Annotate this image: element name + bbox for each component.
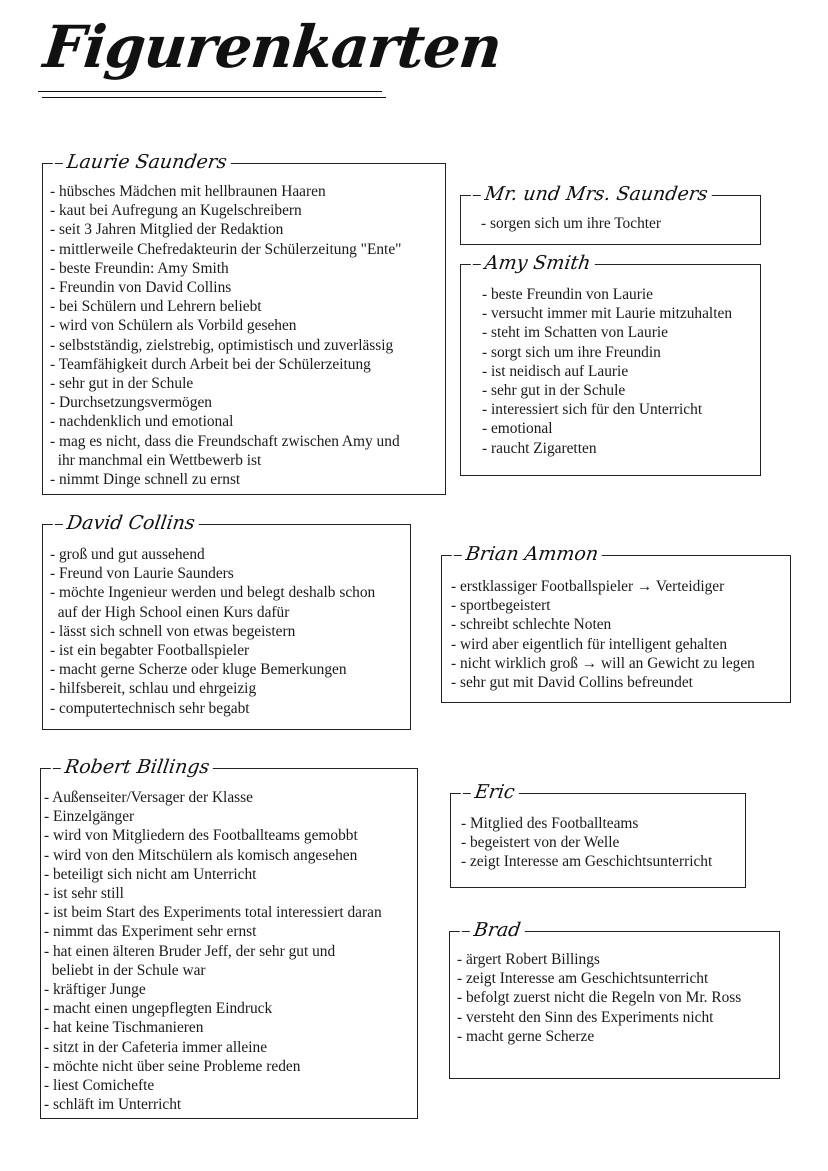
trait-item: - Außenseiter/Versager der Klasse bbox=[44, 789, 253, 806]
trait-item: - ist neidisch auf Laurie bbox=[482, 362, 629, 380]
trait-item: - hat einen älteren Bruder Jeff, der sehr gut und bbox=[44, 942, 336, 960]
trait-item: - interessiert sich für den Unterricht bbox=[482, 401, 703, 419]
trait-item: - macht gerne Scherze oder kluge Bemerkungen bbox=[50, 661, 347, 679]
trait-item: - möchte nicht über seine Probleme reden bbox=[44, 1057, 301, 1075]
trait-item: - nimmt Dinge schnell zu ernst bbox=[50, 471, 241, 489]
trait-item: - sehr gut in der Schule bbox=[482, 382, 626, 400]
trait-item: - Mitglied des Footballteams bbox=[461, 815, 639, 832]
trait-item: auf der High School einen Kurs dafür bbox=[50, 603, 290, 621]
card-title: Laurie Saunders bbox=[51, 150, 232, 174]
trait-item: - selbstständig, zielstrebig, optimistisch und zuverlässig bbox=[50, 336, 394, 354]
trait-item: - sportbegeistert bbox=[451, 597, 551, 615]
trait-list bbox=[44, 788, 382, 1114]
trait-item: beliebt in der Schule war bbox=[44, 961, 206, 979]
trait-item: - nimmt das Experiment sehr ernst bbox=[44, 923, 257, 941]
trait-item: - nicht wirklich groß → will an Gewicht zu legen bbox=[451, 654, 755, 672]
trait-item: - zeigt Interesse am Geschichtsunterricht bbox=[461, 853, 713, 871]
trait-item: - lässt sich schnell von etwas begeistern bbox=[50, 622, 296, 640]
trait-item: - erstklassiger Footballspieler → Verteidiger bbox=[451, 578, 725, 595]
card-laurie-saunders bbox=[42, 151, 446, 495]
trait-list bbox=[481, 214, 661, 233]
card-brad bbox=[449, 919, 780, 1079]
trait-item: - sehr gut mit David Collins befreundet bbox=[451, 674, 693, 692]
trait-item: - Teamfähigkeit durch Arbeit bei der Schülerzeitung bbox=[50, 355, 371, 373]
trait-item: - hübsches Mädchen mit hellbraunen Haaren bbox=[50, 183, 326, 200]
trait-item: - beste Freundin von Laurie bbox=[482, 286, 653, 303]
trait-item: ihr manchmal ein Wettbewerb ist bbox=[50, 451, 262, 469]
trait-item: - wird von Schülern als Vorbild gesehen bbox=[50, 317, 297, 335]
trait-item: - emotional bbox=[482, 420, 553, 438]
trait-item: - mittlerweile Chefredakteurin der Schülerzeitung "Ente" bbox=[50, 240, 402, 258]
card-david-collins bbox=[42, 512, 411, 730]
trait-item: - befolgt zuerst nicht die Regeln von Mr. Ross bbox=[457, 989, 742, 1007]
trait-item: - kräftiger Junge bbox=[44, 981, 146, 999]
trait-item: - Freundin von David Collins bbox=[50, 279, 232, 297]
trait-item: - Einzelgänger bbox=[44, 808, 135, 826]
trait-list bbox=[50, 182, 401, 489]
trait-list bbox=[482, 285, 732, 458]
card-eric bbox=[450, 781, 746, 888]
trait-item: - macht gerne Scherze bbox=[457, 1027, 595, 1045]
trait-item: - liest Comichefte bbox=[44, 1077, 155, 1095]
trait-item: - sorgen sich um ihre Tochter bbox=[481, 215, 662, 232]
trait-item: - mag es nicht, dass die Freundschaft zwischen Amy und bbox=[50, 432, 400, 450]
trait-item: - bei Schülern und Lehrern beliebt bbox=[50, 298, 262, 316]
trait-item: - hilfsbereit, schlau und ehrgeizig bbox=[50, 680, 257, 698]
trait-item: - wird von Mitgliedern des Footballteams gemobbt bbox=[44, 827, 358, 845]
card-title: Brad bbox=[458, 918, 526, 942]
trait-item: - nachdenklich und emotional bbox=[50, 413, 234, 431]
trait-item: - Durchsetzungsvermögen bbox=[50, 394, 212, 412]
page-title: Figurenkarten bbox=[40, 13, 505, 81]
card-title: Amy Smith bbox=[469, 251, 596, 275]
trait-item: - versteht den Sinn des Experiments nicht bbox=[457, 1008, 714, 1026]
card-title: Eric bbox=[459, 780, 520, 804]
trait-item: - begeistert von der Welle bbox=[461, 834, 620, 852]
trait-item: - macht einen ungepflegten Eindruck bbox=[44, 1000, 273, 1018]
trait-item: - Freund von Laurie Saunders bbox=[50, 565, 234, 583]
trait-item: - schreibt schlechte Noten bbox=[451, 616, 612, 634]
card-amy-smith bbox=[460, 252, 761, 476]
trait-item: - schläft im Unterricht bbox=[44, 1096, 182, 1114]
card-title: Brian Ammon bbox=[450, 542, 604, 566]
card-brian-ammon bbox=[441, 543, 791, 703]
trait-item: - hat keine Tischmanieren bbox=[44, 1019, 204, 1037]
trait-item: - sehr gut in der Schule bbox=[50, 375, 194, 393]
trait-item: - seit 3 Jahren Mitglied der Redaktion bbox=[50, 221, 284, 239]
trait-item: - sitzt in der Cafeteria immer alleine bbox=[44, 1038, 268, 1056]
card-mr-mrs-saunders bbox=[460, 183, 761, 245]
trait-item: - kaut bei Aufregung an Kugelschreibern bbox=[50, 202, 302, 220]
trait-item: - ist ein begabter Footballspieler bbox=[50, 642, 250, 660]
title-underline-bottom bbox=[42, 97, 386, 98]
trait-item: - steht im Schatten von Laurie bbox=[482, 324, 668, 342]
trait-item: - sorgt sich um ihre Freundin bbox=[482, 343, 661, 361]
trait-item: - raucht Zigaretten bbox=[482, 439, 597, 457]
title-underline-top bbox=[38, 91, 382, 92]
card-title: Robert Billings bbox=[49, 755, 215, 779]
trait-item: - ist sehr still bbox=[44, 885, 124, 903]
trait-list bbox=[50, 545, 375, 718]
trait-item: - beteiligt sich nicht am Unterricht bbox=[44, 865, 257, 883]
trait-item: - zeigt Interesse am Geschichtsunterricht bbox=[457, 970, 709, 988]
trait-item: - ist beim Start des Experiments total interessiert daran bbox=[44, 904, 382, 922]
trait-item: - beste Freundin: Amy Smith bbox=[50, 259, 229, 277]
trait-item: - computertechnisch sehr begabt bbox=[50, 699, 250, 717]
trait-item: - groß und gut aussehend bbox=[50, 546, 205, 563]
trait-item: - möchte Ingenieur werden und belegt deshalb schon bbox=[50, 584, 376, 602]
card-title: Mr. und Mrs. Saunders bbox=[469, 182, 713, 206]
card-title: David Collins bbox=[51, 511, 200, 535]
trait-list bbox=[451, 577, 755, 692]
trait-item: - wird aber eigentlich für intelligent gehalten bbox=[451, 635, 728, 653]
trait-item: - ärgert Robert Billings bbox=[457, 951, 600, 968]
card-robert-billings bbox=[40, 756, 418, 1119]
trait-item: - versucht immer mit Laurie mitzuhalten bbox=[482, 305, 733, 323]
trait-list bbox=[457, 950, 741, 1046]
trait-list bbox=[461, 814, 712, 872]
trait-item: - wird von den Mitschülern als komisch angesehen bbox=[44, 846, 358, 864]
